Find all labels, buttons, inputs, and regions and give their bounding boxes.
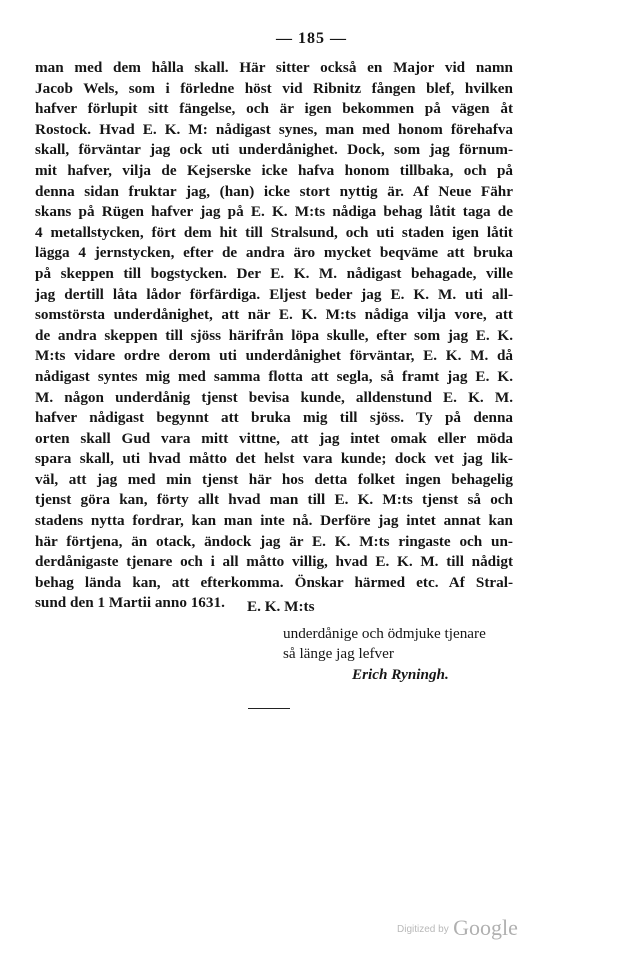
text-line: M:ts vidare ordre derom uti underdånighet förväntar, E. K. M. då — [35, 347, 513, 365]
text-line: orten skall Gud vara mitt vittne, att jag intet omak eller möda — [35, 429, 513, 447]
digitized-watermark — [397, 915, 518, 941]
text-line: nådigast syntes mig med samma flotta att segla, så framt jag E. K. — [35, 367, 513, 385]
watermark-prefix: Digitized by — [397, 924, 449, 935]
text-line: hafver nådigast begynnt att bruka mig till sjöss. Ty på denna — [35, 409, 513, 427]
text-line: de andra skeppen till sjöss härifrån löpa skulle, efter som jag E. K. — [35, 326, 513, 344]
text-line: denna sidan fruktar jag, (han) icke stort nyttig är. Af Neue Fähr — [35, 182, 513, 200]
text-line: mit hafver, vilja de Kejserske icke hafva honom tillbaka, och på — [35, 161, 513, 179]
text-line: man med dem hålla skall. Här sitter också en Major vid namn — [35, 59, 513, 76]
signature-address: E. K. M:ts — [247, 598, 315, 615]
text-line: Rostock. Hvad E. K. M: nådigast synes, man med honom förehafva — [35, 120, 513, 138]
google-logo: Google — [453, 915, 518, 940]
text-line: stadens nytta fordrar, kan man inte nå. Derföre jag intet annat kan — [35, 512, 513, 530]
signature-closing-line: så länge jag lefver — [283, 645, 394, 662]
text-line: behag lända kan, att efterkomma. Önskar härmed etc. Af Stral- — [35, 573, 513, 591]
text-line: derdånigaste tjenare och i all måtto villig, hvad E. K. M. till nådigt — [35, 553, 513, 571]
text-line: M. någon underdånig tjenst bevisa kunde, alldenstund E. K. M. — [35, 388, 513, 406]
signature-closing — [283, 624, 486, 664]
text-line: tjenst göra kan, förty allt hvad man till E. K. M:ts tjenst så och — [35, 491, 513, 509]
text-line: väl, att jag med min tjenst här hos detta folket ingen behagelig — [35, 470, 513, 488]
text-line: 4 metallstycken, fört dem hit till Stralsund, och uti staden igen låtit — [35, 223, 513, 241]
text-line: hafver förlupit sitt fängelse, och är igen bekommen på vägen åt — [35, 100, 513, 118]
signature-name: Erich Ryningh. — [352, 666, 449, 683]
letter-body — [35, 58, 513, 614]
text-line: lägga 4 jernstycken, efter de andra äro mycket beqväme att bruka — [35, 244, 513, 262]
text-line: på skeppen till bogstycken. Der E. K. M. nådigast behagade, ville — [35, 264, 513, 282]
text-line: här förtjena, än otack, ändock jag är E. K. M:ts ringaste och un- — [35, 532, 513, 550]
section-divider — [248, 708, 290, 709]
signature-closing-line: underdånige och ödmjuke tjenare — [283, 625, 486, 642]
page-number: — 185 — — [276, 30, 347, 47]
text-line: somstörsta underdånighet, att när E. K. M:ts nådiga vilja vore, att — [35, 306, 513, 324]
text-line: spara skall, uti hvad måtto det helst vara kunde; dock vet jag lik- — [35, 450, 513, 468]
text-line: jag dertill låta lådor förfärdiga. Eljest beder jag E. K. M. uti all- — [35, 285, 513, 303]
text-line: skall, förväntar jag ock uti underdånighet. Dock, som jag förnum- — [35, 141, 513, 159]
text-line: Jacob Wels, som i förledne höst vid Ribnitz fången blef, hvilken — [35, 79, 513, 97]
text-line: skans på Rügen hafver jag på E. K. M:ts nådiga behag låtit taga de — [35, 203, 513, 221]
text-line: sund den 1 Martii anno 1631. — [35, 594, 225, 612]
